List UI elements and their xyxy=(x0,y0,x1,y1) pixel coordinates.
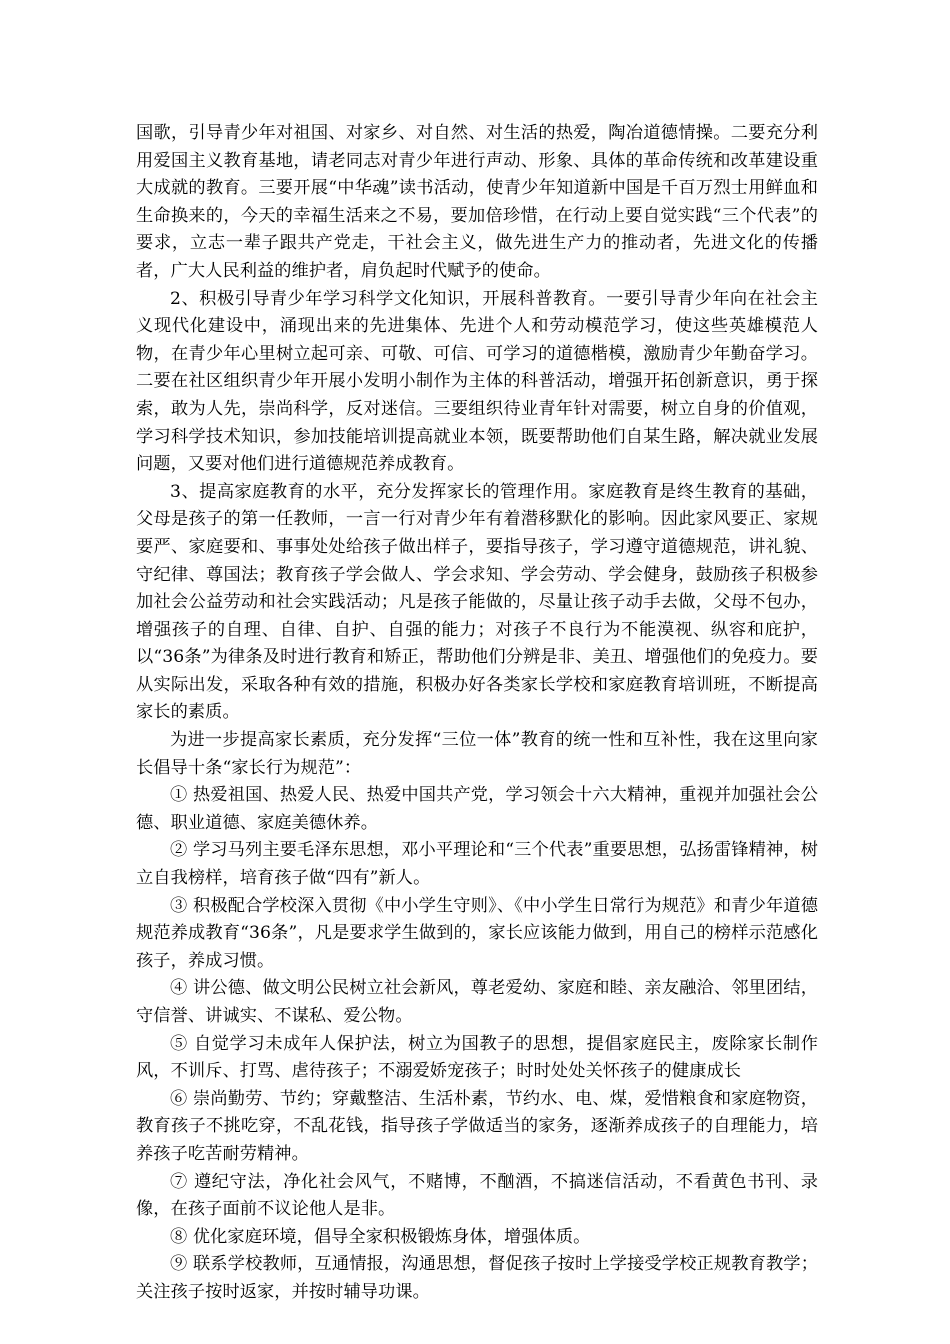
rule-item-5: ⑤ 自觉学习未成年人保护法，树立为国教子的思想，提倡家庭民主，废除家长制作风，不训斥、打骂、虐待孩子；不溺爱娇宠孩子；时时处处关怀孩子的健康成长 xyxy=(136,1033,818,1082)
paragraph-3: 3、提高家庭教育的水平，充分发挥家长的管理作用。家庭教育是终生教育的基础，父母是孩子的第一任教师，一言一行对青少年有着潜移默化的影响。因此家风要正、家规要严、家庭要和、事事处处给孩子做出样子，要指导孩子，学习遵守道德规范，讲礼貌、守纪律、尊国法；教育孩子学会做人、学会求知、学会劳动、学会健身，鼓励孩子积极参加社会公益劳动和社会实践活动；凡是孩子能做的，尽量让孩子动手去做，父母不包办，增强孩子的自理、自律、自护、自强的能力；对孩子不良行为不能漠视、纵容和庇护，以“36条”为律条及时进行教育和矫正，帮助他们分辨是非、美丑、增强他们的免疫力。要从实际出发，采取各种有效的措施，积极办好各类家长学校和家庭教育培训班，不断提高家长的素质。 xyxy=(136,481,818,723)
rule-item-7: ⑦ 遵纪守法，净化社会风气，不赌博，不酗酒，不搞迷信活动，不看黄色书刊、录像，在孩子面前不议论他人是非。 xyxy=(136,1171,818,1220)
paragraph-2: 2、积极引导青少年学习科学文化知识，开展科普教育。一要引导青少年向在社会主义现代化建设中，涌现出来的先进集体、先进个人和劳动模范学习，使这些英雄模范人物，在青少年心里树立起可亲、可敬、可信、可学习的道德楷模，激励青少年勤奋学习。二要在社区组织青少年开展小发明小制作为主体的科普活动，增强开拓创新意识，勇于探索，敢为人先，崇尚科学，反对迷信。三要组织待业青年针对需要，树立自身的价值观，学习科学技术知识，参加技能培训提高就业本领，既要帮助他们自某生路，解决就业发展问题，又要对他们进行道德规范养成教育。 xyxy=(136,288,818,475)
paragraph-1: 国歌，引导青少年对祖国、对家乡、对自然、对生活的热爱，陶冶道德情操。二要充分利用爱国主义教育基地，请老同志对青少年进行声动、形象、具体的革命传统和改革建设重大成就的教育。三要开展“中华魂”读书活动，使青少年知道新中国是千百万烈士用鲜血和生命换来的，今天的幸福生活来之不易，要加倍珍惜，在行动上要自觉实践“三个代表”的要求，立志一辈子跟共产党走，干社会主义，做先进生产力的推动者，先进文化的传播者，广大人民利益的维护者，肩负起时代赋予的使命。 xyxy=(136,123,818,281)
rule-item-3: ③ 积极配合学校深入贯彻《中小学生守则》、《中小学生日常行为规范》和青少年道德规范养成教育“36条”，凡是要求学生做到的，家长应该能力做到，用自己的榜样示范感化孩子，养成习惯。 xyxy=(136,895,818,971)
rule-item-2: ② 学习马列主要毛泽东思想，邓小平理论和“三个代表”重要思想，弘扬雷锋精神，树立自我榜样，培育孩子做“四有”新人。 xyxy=(136,840,818,889)
paragraph-4: 为进一步提高家长素质，充分发挥“三位一体”教育的统一性和互补性，我在这里向家长倡导十条“家长行为规范”： xyxy=(136,730,818,778)
rule-item-4: ④ 讲公德、做文明公民树立社会新风，尊老爱幼、家庭和睦、亲友融洽、邻里团结，守信誉、讲诚实、不谋私、爱公物。 xyxy=(136,978,818,1026)
rule-item-8: ⑧ 优化家庭环境，倡导全家积极锻炼身体，增强体质。 xyxy=(170,1226,591,1247)
body-text xyxy=(136,120,818,1307)
rule-item-6: ⑥ 崇尚勤劳、节约；穿戴整洁、生活朴素，节约水、电、煤，爱惜粮食和家庭物资，教育孩子不挑吃穿，不乱花钱，指导孩子学做适当的家务，逐渐养成孩子的自理能力，培养孩子吃苦耐劳精神。 xyxy=(136,1088,818,1164)
rule-item-9: ⑨ 联系学校教师，互通情报，沟通思想，督促孩子按时上学接受学校正规教育教学；关注孩子按时返家，并按时辅导功课。 xyxy=(136,1254,818,1302)
rule-item-1: ① 热爱祖国、热爱人民、热爱中国共产党，学习领会十六大精神，重视并加强社会公德、职业道德、家庭美德休养。 xyxy=(136,785,818,833)
